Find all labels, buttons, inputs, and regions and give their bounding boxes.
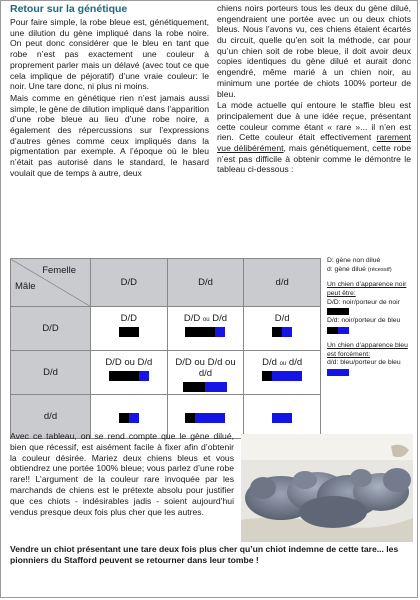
dog-color-swatch xyxy=(183,382,227,392)
dog-color-swatch xyxy=(272,327,292,337)
dog-color-swatch xyxy=(119,327,139,337)
corner-male: Mâle xyxy=(15,281,36,292)
col-header: d/d xyxy=(244,259,321,307)
row-header: D/D xyxy=(11,307,91,351)
right-column xyxy=(217,3,411,176)
puppies-photo xyxy=(241,434,413,542)
col-header: D/D xyxy=(91,259,168,307)
underlined-text: rarement vue délibérément xyxy=(217,132,411,153)
dog-color-swatch xyxy=(272,413,292,423)
black-swatch xyxy=(327,308,349,315)
paragraph: Mais comme en génétique rien n’est jamais aussi simple, le gène de dilution impliqué dans l’apparition d’une robe bleue au lieu d’une robe noire, a également des répercussions sur l’expressions d’autres gènes comme ceux impliqués dans la pigmentation par exemple. A l’époque où le bleu n’était pas autorisé dans le standard, le hasard voulait que de temps à autre, deux xyxy=(10,92,209,178)
table-legend: D: gène non dilué d: gène dilué (récessif) Un chien d’apparence noir peut être: D/D: noir/porteur de noir D/d: noir/porteur de bleu Un chien d’apparence bleu est forcément: d/d: bleu/porteur de bleu xyxy=(327,257,417,378)
row-header: d/d xyxy=(11,395,91,439)
left-column xyxy=(10,3,209,179)
dog-color-swatch xyxy=(109,371,149,381)
section-title: Retour sur la génétique xyxy=(10,3,128,15)
paragraph: Pour faire simple, la robe bleue est, génétiquement, une dilution du gène impliqué dans la robe noire. On peut donc considérer que le bleu en tant que robe n’est pas exactement une couleur à proprement parler mais un délavé (avec tout ce que cela implique de péjoratif) d’une vraie couleur: le noir. Une tare donc, ni plus ni moins. xyxy=(10,17,209,92)
table-cell: D/D ou D/d xyxy=(91,351,168,395)
closing-statement: Vendre un chiot présentant une tare deux fois plus cher qu’un chiot indemne de cette tare... les pionniers du Stafford peuvent se retourner dans leur tombe ! xyxy=(10,544,399,565)
dog-color-swatch xyxy=(119,413,139,423)
table-cell: D/D xyxy=(91,307,168,351)
blue-swatch xyxy=(327,369,349,376)
paragraph: chiens noirs porteurs tous les deux du gène dilué, engendraient une portée avec un ou deux chiots bleus. Nous l’avons vu, ces chiens étaient écartés du circuit, quelle qu’en soit la méthode, car pour qu’un chien soit de robe bleue, il doit avoir deux copies identiques du gène dilué et aurait donc engendré, même marié à un chien noir, au minimum une portée de chiots 100% porteur de bleu. xyxy=(217,3,411,99)
black-swatch xyxy=(327,327,338,334)
table-cell: D/d ou d/d xyxy=(244,351,321,395)
table-cell: D/D ou D/d ou d/d xyxy=(167,351,244,395)
paragraph: La mode actuelle qui entoure le staffie bleu est principalement due à une idée reçue, présentant cette couleur comme étant « rare »... il n’en est rien. Cette couleur était effectivement rarement vue délibérément, mais génétiquement, cette robe n’est pas difficile à obtenir comme le démontre le tableau ci-dessous : xyxy=(217,100,411,175)
table-corner xyxy=(11,259,91,307)
col-header: D/d xyxy=(167,259,244,307)
legend-heading: Un chien d’apparence noir peut être: xyxy=(327,281,407,298)
dog-color-swatch xyxy=(185,413,225,423)
row-header: D/d xyxy=(11,351,91,395)
blue-swatch xyxy=(338,327,349,334)
table-cell xyxy=(244,395,321,439)
conclusion-text: Avec ce tableau, on se rend compte que le gène dilué, bien que récessif, est aisément facile à fixer afin d’obtenir la couleur désirée. Mariez deux chiens bleus et vous obtiendrez une portée 100% bleue; vous parlez d’une robe rare!! L’argument de la couleur rare invoquée par les marchands de chiens est le prétexte absolu pour justifier que ces chiots - indésirables jadis - soient aujourd’hui vendus presque deux fois plus cher que les autres. xyxy=(10,431,234,517)
corner-femelle: Femelle xyxy=(42,265,76,276)
genetics-table xyxy=(10,258,321,439)
table-cell: D/D ou D/d xyxy=(167,307,244,351)
legend-heading: Un chien d’apparence bleu est forcément: xyxy=(327,342,408,358)
dog-color-swatch xyxy=(185,327,225,337)
table-cell: D/d xyxy=(244,307,321,351)
dog-color-swatch xyxy=(262,371,302,381)
